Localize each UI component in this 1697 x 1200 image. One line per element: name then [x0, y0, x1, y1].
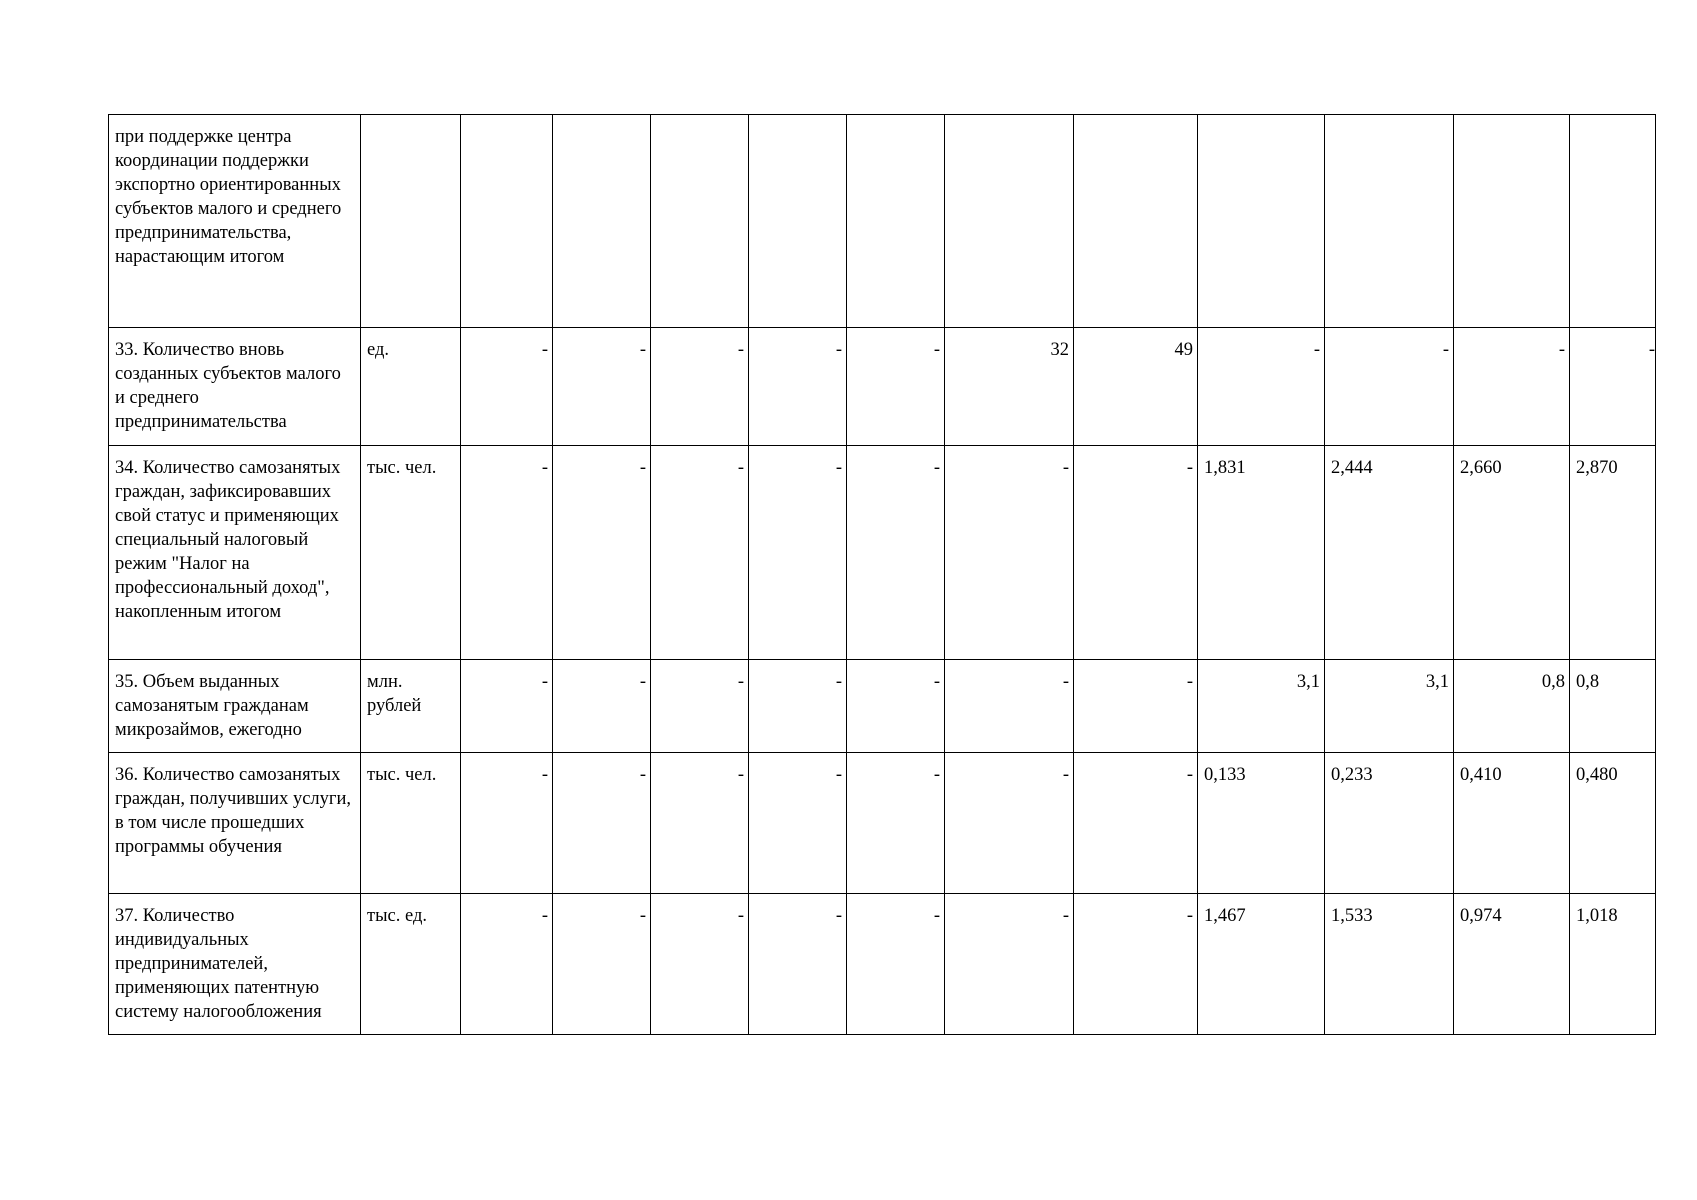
value-cell: - [1074, 446, 1198, 660]
value-cell [1074, 115, 1198, 328]
value-cell: - [945, 894, 1074, 1035]
value-cell [749, 115, 847, 328]
value-cell: - [461, 894, 553, 1035]
value-cell: - [553, 660, 651, 753]
table-row [109, 328, 1656, 446]
value-cell: 2,870 [1570, 446, 1656, 660]
value-cell: 1,467 [1198, 894, 1325, 1035]
value-cell [847, 115, 945, 328]
value-cell: - [847, 328, 945, 446]
table-row [109, 753, 1656, 894]
value-cell: - [1198, 328, 1325, 446]
value-cell: 49 [1074, 328, 1198, 446]
value-cell: 1,533 [1325, 894, 1454, 1035]
indicator-name-cell: 33. Количество вновь созданных субъектов малого и среднего предпринимательства [109, 328, 361, 446]
value-cell: - [651, 446, 749, 660]
indicator-name-cell: 34. Количество самозанятых граждан, зафиксировавших свой статус и применяющих специальный налоговый режим "Налог на профессиональный доход", накопленным итогом [109, 446, 361, 660]
value-cell: 0,8 [1454, 660, 1570, 753]
value-cell [1198, 115, 1325, 328]
value-cell: 0,974 [1454, 894, 1570, 1035]
unit-cell: тыс. чел. [361, 446, 461, 660]
value-cell: - [461, 753, 553, 894]
value-cell: - [749, 446, 847, 660]
value-cell: - [749, 660, 847, 753]
indicator-table [108, 114, 1656, 1035]
value-cell: - [847, 753, 945, 894]
value-cell: - [461, 328, 553, 446]
table-row [109, 115, 1656, 328]
value-cell: 3,1 [1198, 660, 1325, 753]
value-cell: - [651, 660, 749, 753]
value-cell: - [461, 446, 553, 660]
value-cell: - [847, 660, 945, 753]
value-cell: 1,018 [1570, 894, 1656, 1035]
value-cell: - [1074, 894, 1198, 1035]
value-cell: - [1074, 660, 1198, 753]
indicator-name-cell: при поддержке центра координации поддержки экспортно ориентированных субъектов малого и среднего предпринимательства, нарастающим итогом [109, 115, 361, 328]
value-cell: - [749, 894, 847, 1035]
unit-cell [361, 115, 461, 328]
value-cell: - [749, 328, 847, 446]
value-cell [1454, 115, 1570, 328]
value-cell: - [847, 446, 945, 660]
indicator-name-cell: 35. Объем выданных самозанятым гражданам микрозаймов, ежегодно [109, 660, 361, 753]
value-cell: - [553, 753, 651, 894]
value-cell: - [945, 660, 1074, 753]
value-cell: 1,831 [1198, 446, 1325, 660]
value-cell: - [553, 894, 651, 1035]
value-cell: - [945, 753, 1074, 894]
value-cell: - [651, 753, 749, 894]
value-cell [651, 115, 749, 328]
value-cell: - [1325, 328, 1454, 446]
indicator-name-cell: 36. Количество самозанятых граждан, получивших услуги, в том числе прошедших программы обучения [109, 753, 361, 894]
value-cell: - [1570, 328, 1656, 446]
value-cell [461, 115, 553, 328]
value-cell: 0,133 [1198, 753, 1325, 894]
value-cell: 32 [945, 328, 1074, 446]
unit-cell: тыс. ед. [361, 894, 461, 1035]
value-cell [945, 115, 1074, 328]
value-cell: 0,480 [1570, 753, 1656, 894]
value-cell: - [749, 753, 847, 894]
value-cell: 2,444 [1325, 446, 1454, 660]
unit-cell: млн. рублей [361, 660, 461, 753]
value-cell: - [1454, 328, 1570, 446]
value-cell: - [461, 660, 553, 753]
value-cell: - [847, 894, 945, 1035]
value-cell: 0,233 [1325, 753, 1454, 894]
indicator-name-cell: 37. Количество индивидуальных предпринимателей, применяющих патентную систему налогообложения [109, 894, 361, 1035]
table-row [109, 894, 1656, 1035]
value-cell: 3,1 [1325, 660, 1454, 753]
value-cell [1570, 115, 1656, 328]
value-cell: 2,660 [1454, 446, 1570, 660]
value-cell: - [651, 328, 749, 446]
table-row [109, 660, 1656, 753]
table-row [109, 446, 1656, 660]
value-cell: - [945, 446, 1074, 660]
unit-cell: тыс. чел. [361, 753, 461, 894]
value-cell: - [553, 328, 651, 446]
value-cell: - [651, 894, 749, 1035]
value-cell: 0,8 [1570, 660, 1656, 753]
value-cell [1325, 115, 1454, 328]
value-cell: - [553, 446, 651, 660]
value-cell: - [1074, 753, 1198, 894]
unit-cell: ед. [361, 328, 461, 446]
value-cell: 0,410 [1454, 753, 1570, 894]
value-cell [553, 115, 651, 328]
